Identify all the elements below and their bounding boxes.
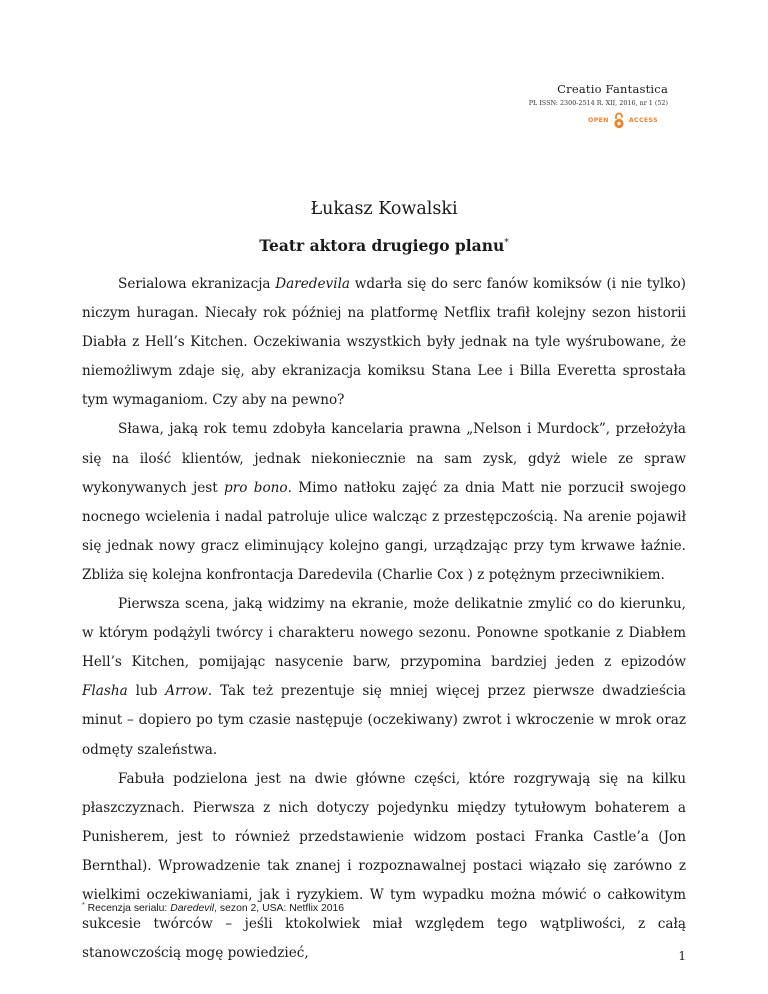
article-title [0,236,768,255]
open-access-label-right: ACCESS [628,117,658,124]
paragraph [82,415,686,590]
text-run: Serialowa ekranizacja [118,276,276,292]
italic-run: Daredevila [275,276,351,292]
footnote-prefix: Recenzja serialu: [84,903,171,914]
article-author: Łukasz Kowalski [310,199,458,219]
article-title-text: Teatr aktora drugiego planu [259,236,505,255]
open-access-label-left: OPEN [588,117,609,124]
open-access-badge [529,112,668,129]
text-run: . Tak też prezentuje się mniej więcej przez pierwsze dwadzieścia minut – dopiero po tym czasie następuje (oczekiwany) zwrot i wkroczenie w mrok oraz odmęty szaleństwa. [82,683,686,758]
footnote-suffix: , sezon 2, USA: Netflix 2016 [214,903,345,914]
paragraph [82,270,686,415]
italic-run: Arrow [165,683,208,700]
journal-issn: PL ISSN: 2300-2514 R. XII, 2016, nr 1 (52) [528,99,668,107]
footnote [82,902,344,914]
text-run: wdarła się do serc fanów komiksów (i nie tylko) niczym huragan. Niecały rok później na platformę Netflix trafił kolejny sezon historii Diabła z Hell’s Kitchen. Oczekiwania wszystkich były jednak na tyle wyśrubowane, że niemożliwym zdaje się, aby ekranizacja komiksu Stana Lee i Billa Everetta sprostała tym wymaganiom. Czy aby na pewno? [82,276,686,409]
journal-name: Creatio Fantastica [557,82,668,96]
text-run: . Mimo natłoku zajęć za dnia Matt nie porzucił swojego nocnego wcielenia i nadal patroluje ulice walcząc z przestępczością. Na arenie pojawił się jednak nowy gracz eliminujący kolejno gangi, urządzając przy tym krwawe łaźnie. Zbliża się kolejna konfrontacja Daredevila (Charlie Cox ) z potężnym przeciwnikiem. [82,479,686,583]
paragraph [82,590,686,765]
italic-run: pro bono [224,479,288,496]
text-run: Fabuła podzielona jest na dwie główne części, które rozgrywają się na kilku płaszczyznach. Pierwsza z nich dotyczy pojedynku między tytułowym bohaterem a Punisherem, jest to również przedstawienie widzom postaci Franka Castle’a (Jon Bernthal). Wprowadzenie tak znanej i rozpoznawalnej postaci wiązało się zarówno z wielkimi oczekiwaniami, jak i ryzykiem. W tym wypadku można mówić o całkowitym sukcesie twórców – jeśli ktokolwiek miał względem tego wątpliwości, z całą stanowczością mogę powiedzieć, [82,770,686,962]
italic-run: Flasha [82,683,128,700]
title-footnote-marker: * [504,238,509,248]
open-access-lock-icon [613,112,625,129]
text-run: lub [127,683,166,700]
text-run: Pierwsza scena, jaką widzimy na ekranie, może delikatnie zmylić co do kierunku, w którym podążyli twórcy i charakteru nowego sezonu. Ponowne spotkanie z Diabłem Hell’s Kitchen, pomijając nasycenie barw, przypomina bardziej jeden z epizodów [82,596,686,671]
text-run: Sława, jaką rok temu zdobyła kancelaria prawna „Nelson i Murdock”, przełożyła się na ilość klientów, jednak niekoniecznie na sam zysk, gdyż wiele ze spraw wykonywanych jest [82,421,686,496]
footnote-series-title: Daredevil [170,903,215,914]
article-body [82,270,686,968]
journal-header [529,82,668,129]
page-number: 1 [678,949,686,963]
footnote-marker: * [82,902,85,909]
paragraph [82,765,686,969]
